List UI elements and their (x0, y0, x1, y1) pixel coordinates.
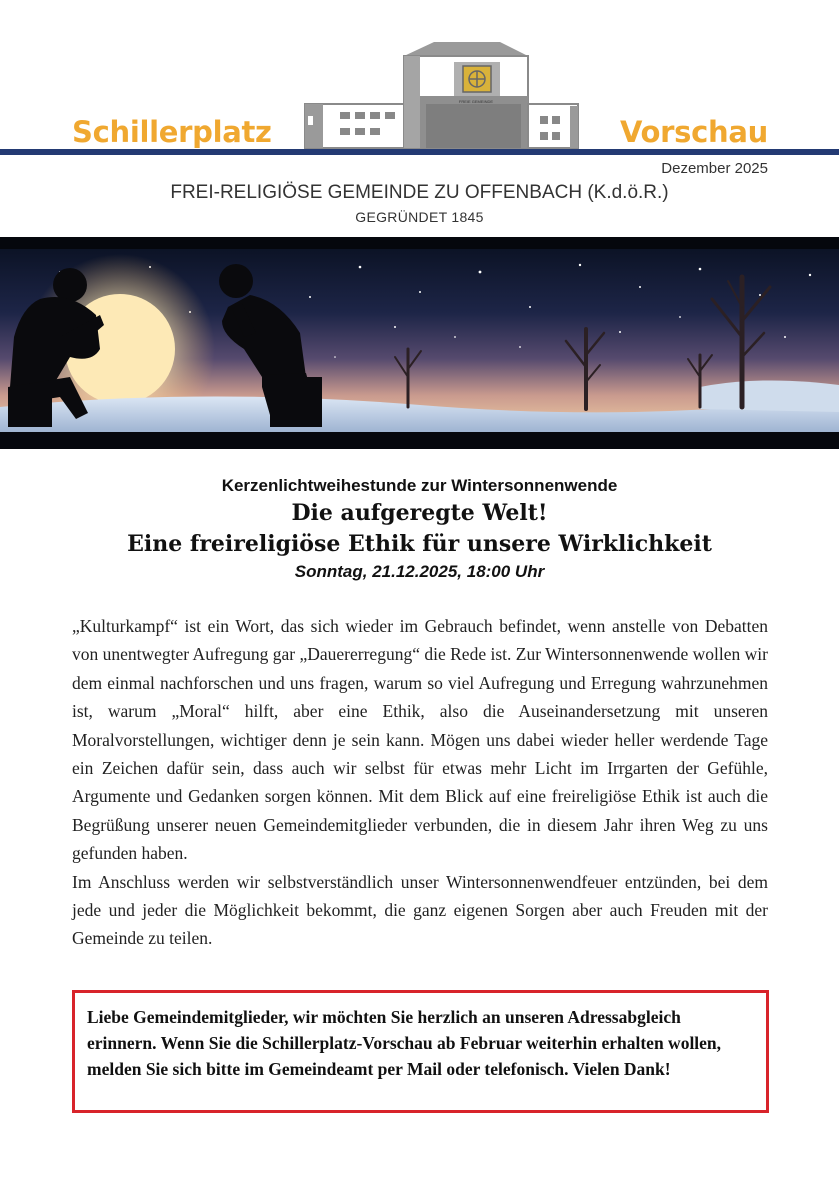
body-paragraph-1: „Kulturkampf“ ist ein Wort, das sich wieder im Gebrauch befindet, wenn anstelle von Debatten von unentwegter Aufregung gar „Dauererregung“ die Rede ist. Zur Wintersonnenwende wollen wir dem einmal nachforschen und uns fragen, warum so viel Aufregung und Erregung wahrzunehmen ist, warum „Moral“ hilft, aber eine Ethik, also die Auseinandersetzung mit unseren Moralvorstellungen, wichtiger denn je sein kann. Mögen uns dabei wieder heller werdende Tage ein Zeichen dafür sein, dass auch wir selbst für etwas mehr Licht im Irrgarten der Gefühle, Argumente und Gedanken sorgen können. Mit dem Blick auf eine freireligiöse Ethik ist auch die Begrüßung unserer neuen Gemeindemitglieder verbunden, die in diesem Jahr ihren Weg zu uns gefunden haben. (72, 616, 768, 864)
address-notice-box (72, 990, 769, 1113)
event-subtitle: Kerzenlichtweihestunde zur Wintersonnenwende (221, 476, 618, 495)
organization-name: FREI-RELIGIÖSE GEMEINDE ZU OFFENBACH (K.d.ö.R.) (170, 182, 669, 203)
body-paragraph-2: Im Anschluss werden wir selbstverständlich unser Wintersonnenwendfeuer entzünden, bei dem jede und jeder die Möglichkeit bekommt, die ganz eigenen Sorgen aber auch Freuden mit der Gemeinde zu teilen. (72, 871, 768, 949)
event-title-line1: Die aufgeregte Welt! (291, 500, 548, 526)
header-rule (0, 149, 839, 155)
event-datetime: Sonntag, 21.12.2025, 18:00 Uhr (294, 562, 545, 581)
building-illustration (300, 38, 590, 150)
body-text (72, 612, 768, 953)
brand-left-title: Schillerplatz (72, 115, 272, 149)
brand-right-title: Vorschau (620, 115, 768, 149)
founded-line: GEGRÜNDET 1845 (355, 209, 484, 225)
building-sign: FREIE GEMEINDE (458, 99, 494, 104)
issue-date: Dezember 2025 (661, 160, 768, 177)
address-notice-text: Liebe Gemeindemitglieder, wir möchten Sie herzlich an unseren Adressabgleich erinnern. Wenn Sie die Schillerplatz-Vorschau ab Februar weiterhin erhalten wollen, melden Sie sich bitte im Gemeindeamt per Mail oder telefonisch. Vielen Dank! (87, 1007, 722, 1079)
winter-thinkers-illustration (0, 237, 839, 449)
event-title-line2: Eine freireligiöse Ethik für unsere Wirklichkeit (127, 531, 712, 557)
